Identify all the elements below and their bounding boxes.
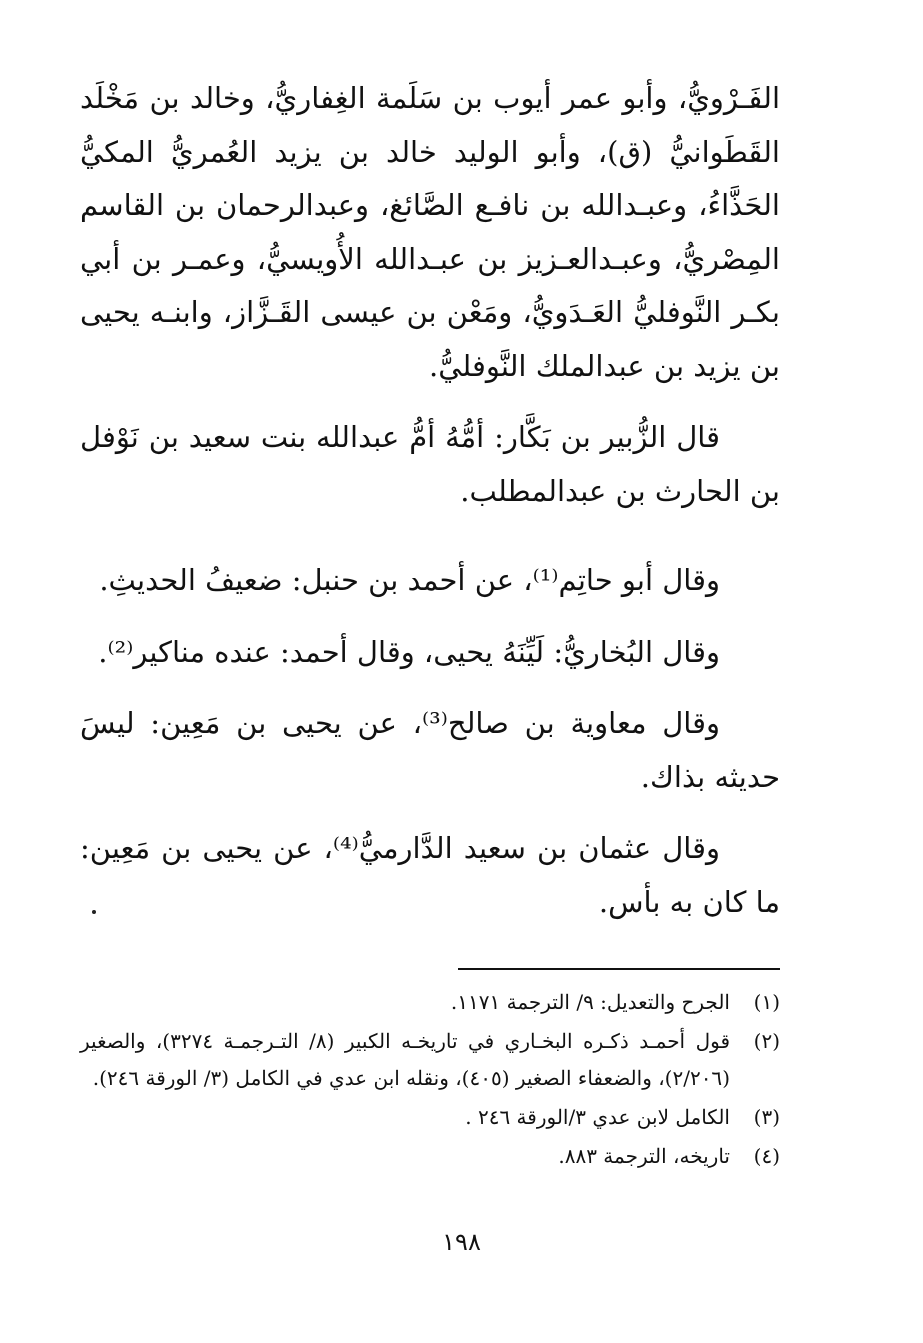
footnote-3 [80, 1099, 780, 1136]
paragraph-muawiya: وقال معاوية بن صالح⁽³⁾، عن يحيى بن مَعِين: ليسَ حديثه بذاك. [80, 706, 780, 794]
paragraph-abu-hatim: وقال أبو حاتِم⁽¹⁾، عن أحمد بن حنبل: ضعيفُ الحديثِ. [99, 563, 720, 597]
footnote-text: قول أحمـد ذكـره البخـاري في تاريخـه الكبير (٨/ التـرجمـة ٣٢٧٤)، والصغير (٢/٢٠٦)، والضعفاء الصغير (٤٠٥)، ونقله ابن عدي في الكامل (٣/ الورقة ٢٤٦). [80, 1029, 730, 1090]
footnote-number: (٤) [753, 1144, 780, 1168]
footnote-divider [458, 968, 780, 970]
footnote-number: (٢) [753, 1029, 780, 1053]
footnote-text: الجرح والتعديل: ٩/ الترجمة ١١٧١. [450, 990, 730, 1014]
footnote-text: تاريخه، الترجمة ٨٨٣. [558, 1144, 730, 1168]
footnote-number: (١) [753, 990, 780, 1014]
page-number: ١٩٨ [442, 1228, 481, 1256]
stray-dot [92, 910, 96, 914]
footnotes [80, 984, 780, 1177]
footnote-1 [80, 984, 780, 1021]
paragraph-bukhari: وقال البُخاريُّ: لَيِّنَهُ يحيى، وقال أحمد: عنده مناكير⁽²⁾. [98, 634, 720, 669]
main-text [80, 72, 780, 929]
footnote-text: الكامل لابن عدي ٣/الورقة ٢٤٦ . [465, 1105, 730, 1129]
footnote-2 [80, 1023, 780, 1097]
paragraph-darimi: وقال عثمان بن سعيد الدَّارميُّ⁽⁴⁾، عن يحيى بن مَعِين: ما كان به بأس. [80, 831, 780, 919]
paragraph-narrators: الفَـرْويُّ، وأبو عمر أيوب بن سَلَمة الغِفاريُّ، وخالد بن مَخْلَد القَطَوانيُّ (ق)، وأبو الوليد خالد بن يزيد العُمريُّ المكيُّ الحَذَّاءُ، وعبـدالله بن نافـع الصَّائغ، وعبدالرحمان بن القاسم المِصْريُّ، وعبـدالعـزيز بن عبـدالله الأُويسيُّ، وعمـر بن أبي بكـر النَّوفليُّ العَـدَويُّ، ومَعْن بن عيسى القَـزَّاز، وابنـه يحيى بن يزيد بن عبدالملك النَّوفليُّ. [80, 81, 780, 383]
paragraph-mother: قال الزُّبير بن بَكَّار: أمُّهُ أمُّ عبدالله بنت سعيد بن نَوْفل بن الحارث بن عبدالمطلب. [80, 420, 780, 508]
footnote-number: (٣) [753, 1105, 780, 1129]
footnote-4 [80, 1138, 780, 1175]
